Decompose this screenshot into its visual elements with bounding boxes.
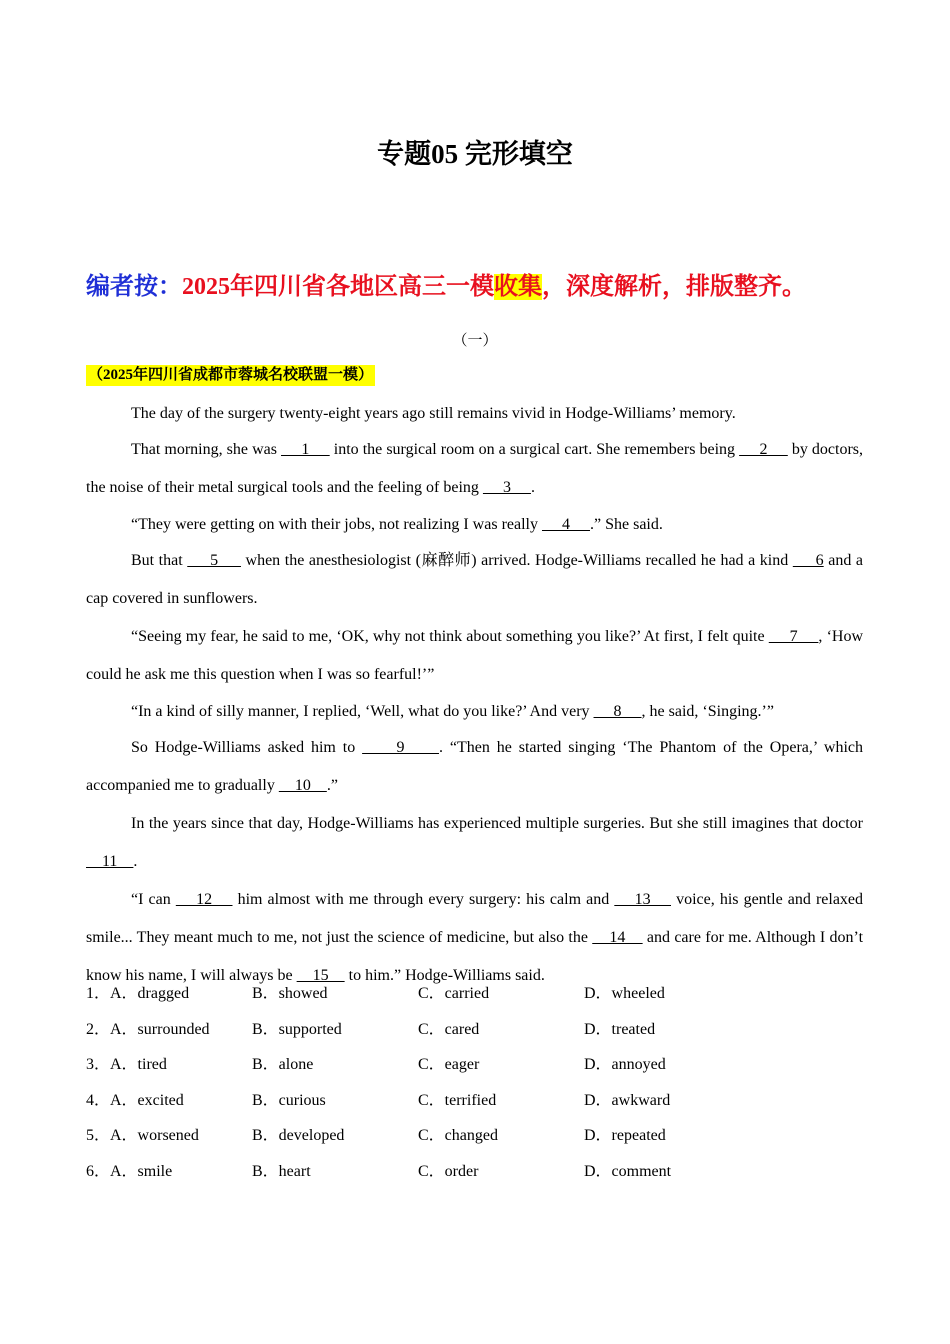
option-d: D．annoyed (584, 1056, 666, 1073)
blank-15: 15 (296, 967, 345, 984)
source-label: （2025年四川省成都市蓉城名校联盟一模） (86, 365, 375, 386)
option-c: C．order (418, 1162, 479, 1180)
option-c: C．changed (418, 1127, 498, 1144)
option-c: C．cared (418, 1020, 480, 1038)
blank-9: 9 (362, 739, 439, 756)
blank-12: 12 (175, 891, 233, 908)
paragraph: In the years since that day, Hodge-Williams has experienced multiple surgeries. But she still imagines that doctor 11 . (86, 815, 863, 870)
blank-11: 11 (86, 853, 134, 870)
option-a: 6．A．smile (86, 1162, 173, 1180)
blank-6: 6 (792, 552, 824, 569)
question-row (86, 1012, 886, 1048)
page-title: 专题05 完形填空 (377, 139, 573, 169)
editor-note-text: 2025年四川省各地区高三一模 (182, 274, 494, 300)
option-a: 4．A．excited (86, 1091, 184, 1109)
option-b: B．heart (252, 1162, 311, 1180)
question-row (86, 1047, 886, 1083)
editor-note (86, 268, 806, 306)
section-heading: （一） (452, 333, 498, 349)
paragraph: That morning, she was 1 into the surgical room on a surgical cart. She remembers being 2 by doctors, the noise of their metal surgical tools and the feeling of being 3 . (86, 441, 864, 496)
question-row (86, 1083, 886, 1119)
option-b: B．developed (252, 1127, 345, 1144)
option-d: D．comment (584, 1162, 672, 1180)
paragraph: The day of the surgery twenty-eight years ago still remains vivid in Hodge-Williams’ memory. (131, 405, 736, 422)
option-d: D．awkward (584, 1091, 671, 1109)
blank-3: 3 (482, 479, 531, 496)
option-b: B．alone (252, 1056, 314, 1073)
blank-14: 14 (592, 929, 643, 946)
editor-note-label: 编者按： (86, 274, 182, 300)
paragraph: “Seeing my fear, he said to me, ‘OK, why not think about something you like?’ At first, I felt quite 7 , ‘How could he ask me this question when I was so fearful!’” (86, 628, 864, 683)
option-b: B．supported (252, 1020, 342, 1038)
paragraph: But that 5 when the anesthesiologist (麻醉师) arrived. Hodge-Williams recalled he had a kind 6 and a cap covered in sunflowers. (86, 552, 864, 607)
option-d: D．treated (584, 1020, 656, 1038)
option-c: C．eager (418, 1056, 480, 1073)
paragraph: “I can 12 him almost with me through every surgery: his calm and 13 voice, his gentle and relaxed smile... They meant much to me, not just the science of medicine, but also the 14 and care for me. Although I don’t know his name, I will always be 15 to him.” Hodge-Williams said. (86, 891, 864, 984)
paragraph: So Hodge-Williams asked him to 9 . “Then he started singing ‘The Phantom of the Opera,’ which accompanied me to gradually 10 .” (86, 739, 864, 794)
option-c: C．carried (418, 985, 490, 1002)
option-c: C．terrified (418, 1091, 497, 1109)
blank-5: 5 (187, 552, 241, 569)
question-row (86, 976, 886, 1012)
blank-4: 4 (541, 516, 590, 533)
option-b: B．showed (252, 985, 328, 1002)
option-d: D．wheeled (584, 985, 665, 1002)
question-row (86, 1154, 886, 1190)
passage (86, 396, 863, 995)
blank-10: 10 (278, 777, 327, 794)
option-b: B．curious (252, 1091, 326, 1109)
blank-13: 13 (614, 891, 671, 908)
question-list (86, 976, 886, 1189)
paragraph: “In a kind of silly manner, I replied, ‘Well, what do you like?’ And very 8 , he said, ‘Singing.’” (131, 703, 774, 720)
blank-7: 7 (768, 628, 819, 645)
editor-note-highlight: 收集 (494, 274, 542, 300)
editor-note-rest: ，深度解析，排版整齐。 (542, 274, 806, 300)
option-a: 1．A．dragged (86, 985, 190, 1002)
blank-1: 1 (281, 441, 330, 458)
option-a: 3．A．tired (86, 1056, 167, 1073)
option-d: D．repeated (584, 1127, 666, 1144)
option-a: 5．A．worsened (86, 1127, 199, 1144)
option-a: 2．A．surrounded (86, 1020, 210, 1038)
paragraph: “They were getting on with their jobs, not realizing I was really 4 .” She said. (131, 516, 663, 533)
question-row (86, 1118, 886, 1154)
blank-8: 8 (593, 703, 642, 720)
blank-2: 2 (739, 441, 788, 458)
